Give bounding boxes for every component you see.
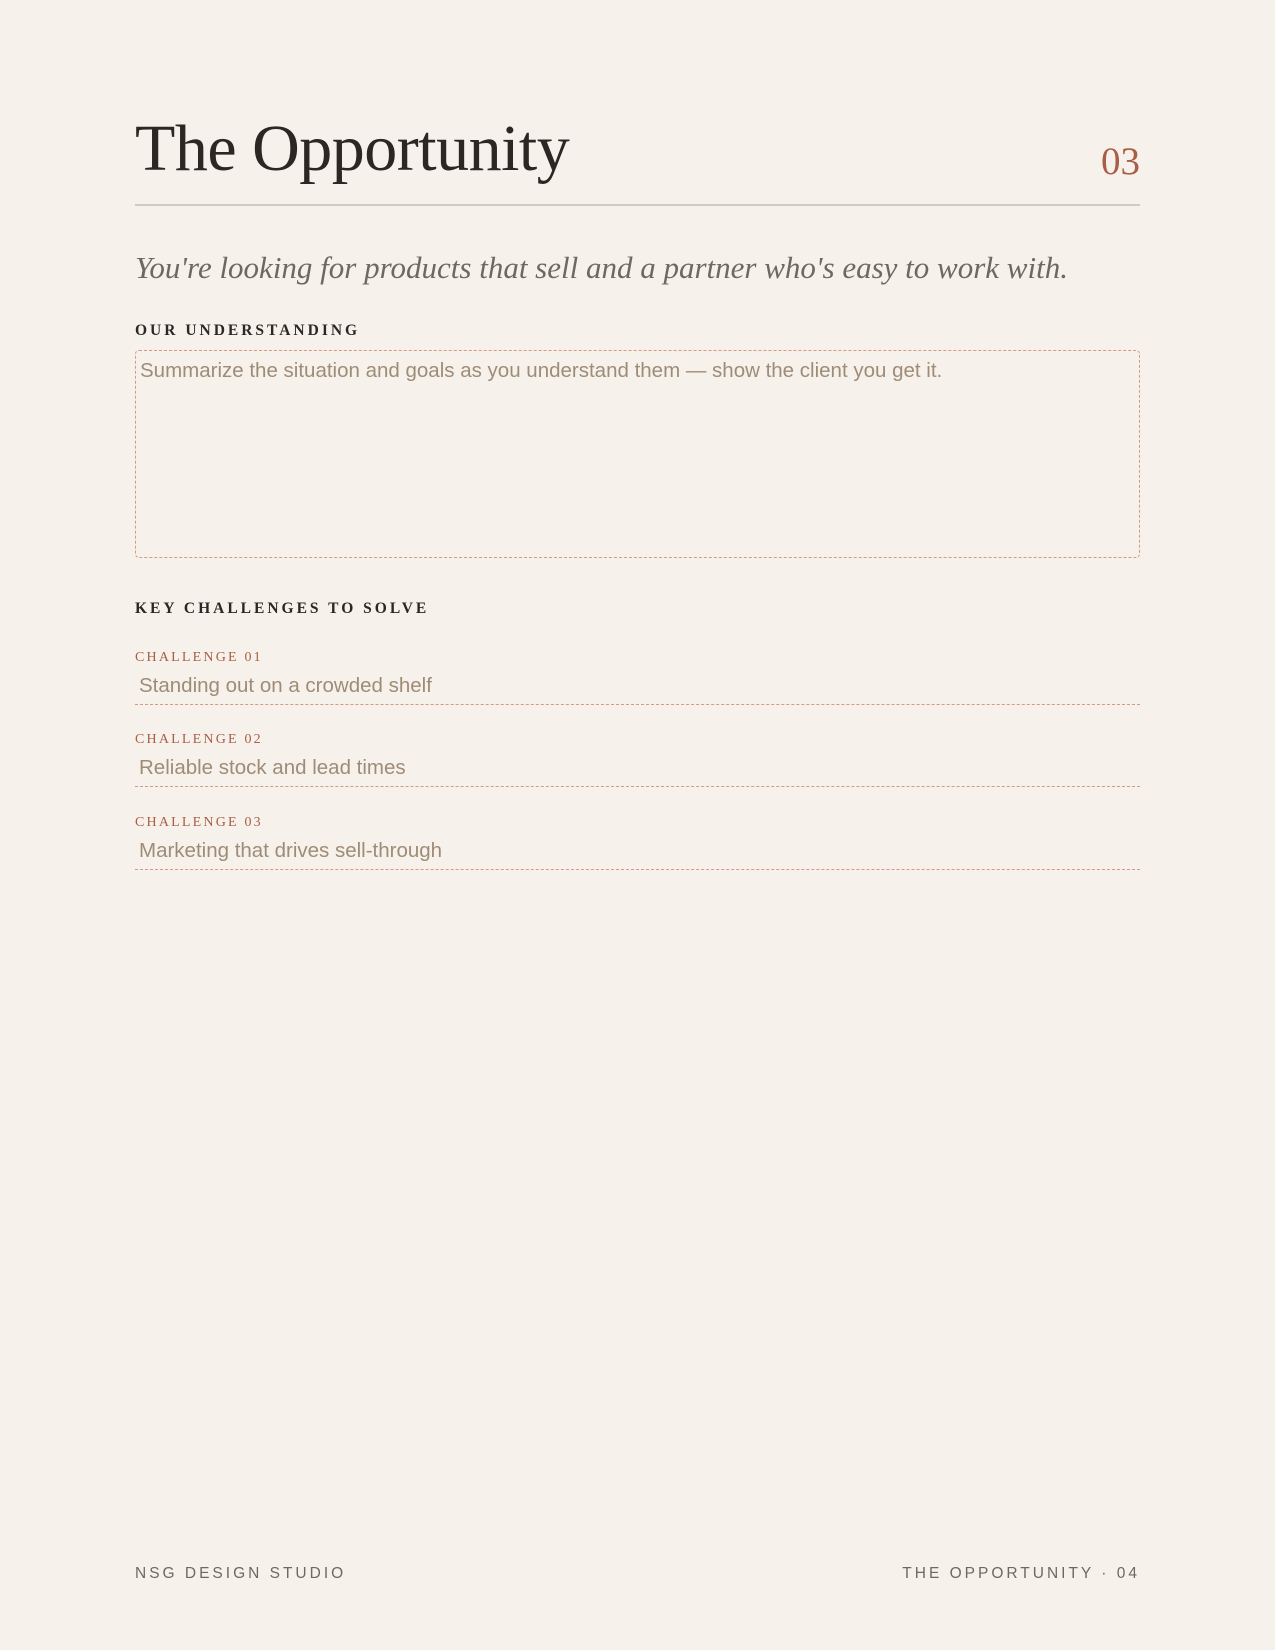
challenge-input[interactable]: Marketing that drives sell-through: [135, 838, 1140, 870]
page-title: The Opportunity: [135, 112, 570, 185]
challenge-label: CHALLENGE 03: [135, 815, 263, 830]
footer-studio-name: NSG DESIGN STUDIO: [135, 1565, 347, 1582]
understanding-textarea[interactable]: Summarize the situation and goals as you understand them — show the client you get it.: [135, 350, 1140, 558]
challenge-label: CHALLENGE 01: [135, 650, 263, 665]
page-header: [135, 110, 1140, 206]
challenge-label: CHALLENGE 02: [135, 732, 263, 747]
challenge-input[interactable]: Standing out on a crowded shelf: [135, 673, 1140, 705]
challenges-heading: KEY CHALLENGES TO SOLVE: [135, 600, 430, 617]
document-page: [135, 0, 1140, 1650]
section-number: 03: [1101, 140, 1140, 183]
challenge-input[interactable]: Reliable stock and lead times: [135, 755, 1140, 787]
tagline: You're looking for products that sell and a partner who's easy to work with.: [135, 250, 1068, 285]
understanding-heading: OUR UNDERSTANDING: [135, 322, 361, 339]
footer-page-info: THE OPPORTUNITY · 04: [902, 1565, 1140, 1582]
